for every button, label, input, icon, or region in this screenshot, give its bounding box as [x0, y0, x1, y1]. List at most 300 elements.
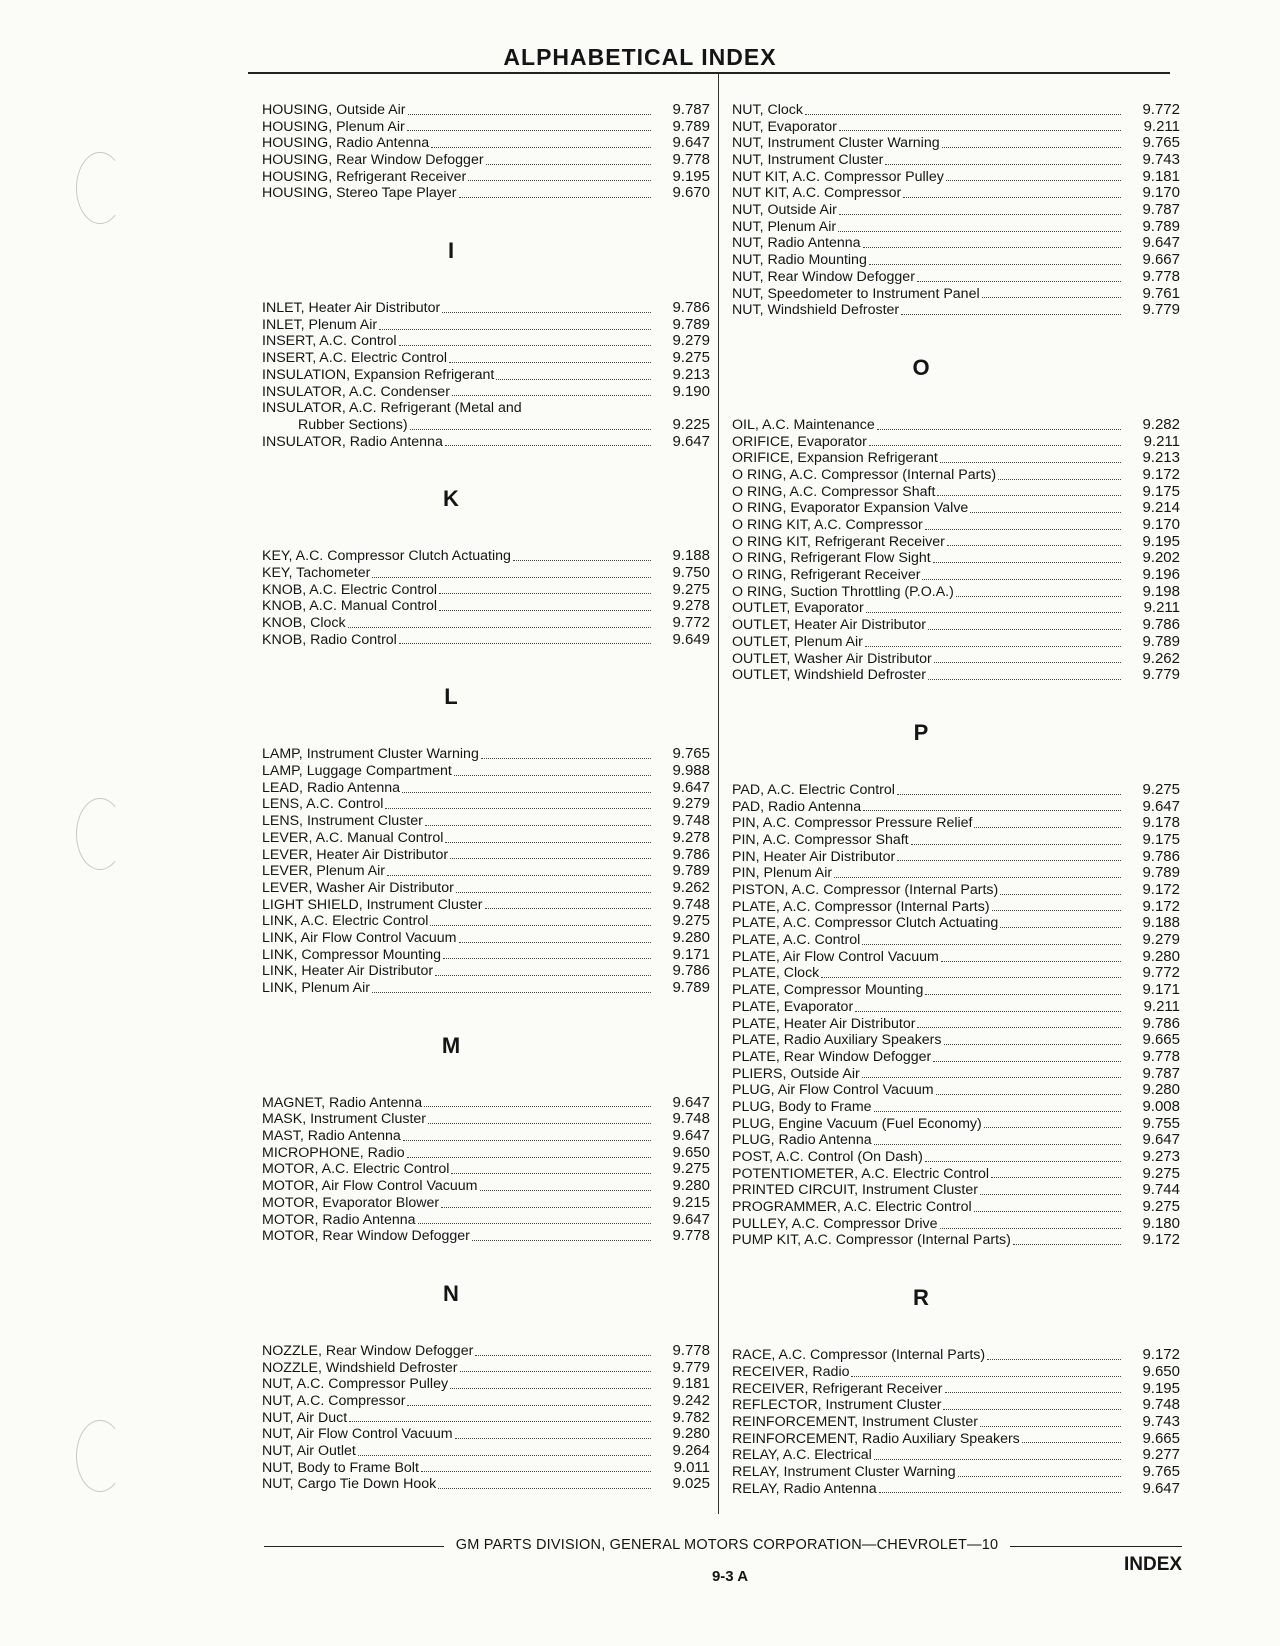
dot-leader	[863, 247, 1121, 248]
entry-page-number: 9.743	[1142, 152, 1180, 169]
dot-leader	[987, 1359, 1121, 1360]
entry-page-number: 9.180	[1142, 1215, 1180, 1232]
entry-page-number: 9.647	[672, 1211, 710, 1228]
entry-page-number: 9.748	[672, 1111, 710, 1128]
index-entry	[262, 863, 710, 880]
entry-page-number: 9.778	[672, 1228, 710, 1245]
dot-leader	[839, 214, 1121, 215]
entry-text: LEVER, A.C. Manual Control	[262, 829, 444, 846]
entry-text: O RING, A.C. Compressor (Internal Parts)	[732, 467, 997, 483]
dot-leader	[943, 1409, 1121, 1410]
entry-page-number: 9.778	[1142, 268, 1180, 285]
index-entry	[262, 434, 710, 451]
entry-page-number: 9.225	[672, 416, 710, 433]
index-entry	[732, 1216, 1180, 1233]
entry-page-number: 9.779	[1142, 667, 1180, 684]
entry-page-number: 9.786	[672, 300, 710, 317]
entry-page-number: 9.280	[1142, 1082, 1180, 1099]
entry-text: KNOB, A.C. Manual Control	[262, 598, 438, 615]
entry-text: PIN, A.C. Compressor Shaft	[732, 832, 909, 848]
dot-leader	[928, 629, 1121, 630]
index-entry	[732, 202, 1180, 219]
entry-page-number: 9.172	[1142, 1232, 1180, 1249]
entry-text: LAMP, Luggage Compartment	[262, 763, 452, 780]
entry-page-number: 9.172	[1142, 467, 1180, 483]
entry-text: PIN, A.C. Compressor Pressure Relief	[732, 815, 973, 832]
entry-page-number: 9.262	[672, 879, 710, 896]
entry-page-number: 9.213	[1142, 450, 1180, 467]
dot-leader	[897, 860, 1121, 861]
entry-text: REFLECTOR, Instrument Cluster	[732, 1397, 942, 1414]
dot-leader	[839, 130, 1121, 131]
footer-rule-left	[264, 1546, 444, 1547]
index-entry	[262, 813, 710, 830]
entry-text: PULLEY, A.C. Compressor Drive	[732, 1215, 938, 1232]
index-entry	[262, 417, 710, 434]
entry-text: LINK, Heater Air Distributor	[262, 963, 434, 980]
entry-page-number: 9.280	[1142, 948, 1180, 965]
entry-text: NUT, Cargo Tie Down Hook	[262, 1476, 437, 1493]
dot-leader	[450, 1388, 651, 1389]
entry-text: Rubber Sections)	[298, 416, 408, 433]
section-letter: R	[913, 1285, 929, 1311]
dot-leader	[450, 858, 651, 859]
index-entry	[732, 634, 1180, 651]
entry-page-number: 9.786	[1142, 848, 1180, 865]
index-entry	[732, 1166, 1180, 1183]
index-entry	[732, 286, 1180, 303]
entry-page-number: 9.789	[672, 118, 710, 135]
entry-page-number: 9.647	[672, 433, 710, 450]
entry-text: PLATE, Compressor Mounting	[732, 982, 924, 999]
dot-leader	[407, 1405, 651, 1406]
index-entry	[732, 1397, 1180, 1414]
entry-page-number: 9.275	[672, 913, 710, 930]
dot-leader	[372, 577, 651, 578]
index-entry	[262, 300, 710, 317]
index-entry	[732, 899, 1180, 916]
dot-leader	[984, 1127, 1121, 1128]
entry-text: INLET, Heater Air Distributor	[262, 300, 441, 317]
index-entry	[262, 1426, 710, 1443]
index-entry	[732, 219, 1180, 236]
index-entry	[262, 1393, 710, 1410]
dot-leader	[874, 1459, 1121, 1460]
index-entry	[732, 1099, 1180, 1116]
index-entry	[262, 1228, 710, 1245]
entry-page-number: 9.190	[672, 383, 710, 400]
entry-page-number: 9.650	[672, 1144, 710, 1161]
entry-text: KNOB, A.C. Electric Control	[262, 581, 438, 598]
dot-leader	[435, 975, 651, 976]
section-letter: O	[912, 354, 930, 380]
index-entry	[262, 1360, 710, 1377]
entry-text: POST, A.C. Control (On Dash)	[732, 1149, 923, 1166]
index-entry	[732, 185, 1180, 202]
entry-page-number: 9.213	[672, 366, 710, 383]
index-entry	[732, 667, 1180, 684]
entry-text: PLATE, Heater Air Distributor	[732, 1015, 916, 1032]
index-entry	[262, 548, 710, 565]
entry-page-number: 9.782	[672, 1409, 710, 1426]
index-entry	[732, 651, 1180, 668]
index-entry	[732, 102, 1180, 119]
entry-page-number: 9.172	[1142, 898, 1180, 915]
index-entry	[732, 550, 1180, 567]
entry-text: OUTLET, Windshield Defroster	[732, 667, 926, 684]
entry-text: PLATE, Rear Window Defogger	[732, 1048, 932, 1065]
entry-page-number: 9.211	[1143, 600, 1180, 617]
entry-text: INSULATOR, A.C. Refrigerant (Metal and	[262, 400, 522, 417]
entry-text: NUT KIT, A.C. Compressor Pulley	[732, 168, 944, 185]
dot-leader	[455, 1438, 651, 1439]
dot-leader	[974, 1211, 1121, 1212]
index-entry	[262, 1145, 710, 1162]
entry-text: NUT, Instrument Cluster	[732, 152, 884, 169]
index-section	[732, 76, 1180, 319]
entry-text: LEVER, Plenum Air	[262, 863, 386, 880]
index-entry	[732, 915, 1180, 932]
dot-leader	[865, 646, 1121, 647]
index-entry	[732, 999, 1180, 1016]
index-entry	[732, 534, 1180, 551]
entry-page-number: 9.665	[1142, 1430, 1180, 1447]
index-entry	[262, 847, 710, 864]
entry-text: HOUSING, Stereo Tape Player	[262, 185, 457, 202]
index-entry	[262, 963, 710, 980]
index-entry	[732, 269, 1180, 286]
entry-text: PAD, A.C. Electric Control	[732, 781, 895, 798]
index-entry	[732, 567, 1180, 584]
dot-leader	[449, 362, 651, 363]
entry-text: NUT, Radio Antenna	[732, 235, 861, 252]
entry-page-number: 9.647	[1142, 1480, 1180, 1497]
dot-leader	[438, 1488, 651, 1489]
entry-page-number: 9.175	[1142, 832, 1180, 848]
entry-page-number: 9.277	[1142, 1447, 1180, 1464]
page-title: ALPHABETICAL INDEX	[503, 44, 777, 70]
entry-text: NOZZLE, Windshield Defroster	[262, 1359, 458, 1376]
index-section	[732, 1249, 1180, 1497]
entry-text: HOUSING, Plenum Air	[262, 118, 405, 135]
dot-leader	[941, 961, 1121, 962]
index-entry	[732, 119, 1180, 136]
entry-text: KNOB, Radio Control	[262, 631, 397, 648]
index-entry	[262, 1178, 710, 1195]
dot-leader	[445, 445, 651, 446]
entry-text: RACE, A.C. Compressor (Internal Parts)	[732, 1347, 986, 1364]
entry-text: HOUSING, Radio Antenna	[262, 135, 430, 152]
entry-page-number: 9.280	[672, 930, 710, 946]
index-entry	[732, 882, 1180, 899]
dot-leader	[980, 1194, 1121, 1195]
index-entry	[732, 1049, 1180, 1066]
dot-leader	[925, 1161, 1121, 1162]
entry-page-number: 9.215	[672, 1194, 710, 1211]
index-entry	[262, 797, 710, 814]
dot-leader	[349, 1421, 651, 1422]
section-spacer	[262, 76, 710, 102]
entry-text: O RING KIT, Refrigerant Receiver	[732, 533, 945, 550]
entry-text: PLATE, Evaporator	[732, 998, 854, 1015]
entry-page-number: 9.748	[1142, 1397, 1180, 1414]
index-column-right	[732, 76, 1180, 1516]
index-column-left	[262, 76, 710, 1516]
entry-page-number: 9.772	[1142, 102, 1180, 118]
entry-text: INSERT, A.C. Electric Control	[262, 350, 448, 367]
entry-text: O RING, Refrigerant Flow Sight	[732, 550, 931, 567]
entry-text: RELAY, Instrument Cluster Warning	[732, 1464, 956, 1480]
dot-leader	[442, 312, 651, 313]
entry-page-number: 9.755	[1142, 1115, 1180, 1132]
index-entry	[262, 632, 710, 649]
index-entry	[732, 932, 1180, 949]
entry-text: O RING, Refrigerant Receiver	[732, 567, 921, 584]
dot-leader	[445, 842, 651, 843]
index-entry	[732, 467, 1180, 484]
dot-leader	[851, 1376, 1121, 1377]
entry-page-number: 9.181	[1142, 168, 1180, 185]
entry-page-number: 9.280	[672, 1178, 710, 1195]
entry-page-number: 9.789	[1142, 633, 1180, 650]
dot-leader	[879, 1492, 1121, 1493]
section-letter: P	[913, 719, 929, 745]
entry-text: RECEIVER, Refrigerant Receiver	[732, 1380, 943, 1397]
index-entry	[262, 1128, 710, 1145]
dot-leader	[945, 1392, 1121, 1393]
index-entry	[732, 302, 1180, 319]
entry-text: O RING, Evaporator Expansion Valve	[732, 500, 969, 517]
dot-leader	[468, 180, 651, 181]
entry-page-number: 9.787	[672, 102, 710, 118]
entry-text: NUT, Air Flow Control Vacuum	[262, 1426, 453, 1443]
entry-page-number: 9.647	[672, 1094, 710, 1111]
entry-page-number: 9.667	[1142, 252, 1180, 269]
entry-page-number: 9.765	[1142, 135, 1180, 152]
entry-page-number: 9.195	[672, 168, 710, 185]
entry-page-number: 9.262	[1142, 650, 1180, 667]
entry-text: INSULATOR, A.C. Condenser	[262, 383, 450, 400]
entry-text: O RING, A.C. Compressor Shaft	[732, 483, 936, 500]
dot-leader	[838, 231, 1121, 232]
entry-page-number: 9.280	[672, 1426, 710, 1443]
entry-page-number: 9.787	[1142, 202, 1180, 219]
index-entry	[732, 865, 1180, 882]
dot-leader	[424, 1106, 651, 1107]
index-section	[262, 648, 710, 996]
index-entry	[732, 1481, 1180, 1498]
entry-text: NUT, Speedometer to Instrument Panel	[732, 285, 980, 302]
index-entry	[732, 1199, 1180, 1216]
entry-page-number: 9.170	[1142, 517, 1180, 534]
dot-leader	[443, 958, 651, 959]
entry-text: NUT, A.C. Compressor	[262, 1393, 406, 1409]
dot-leader	[496, 379, 651, 380]
entry-text: PLATE, Air Flow Control Vacuum	[732, 948, 939, 965]
section-letter: N	[443, 1280, 459, 1306]
entry-text: MOTOR, Air Flow Control Vacuum	[262, 1178, 478, 1195]
index-entry	[262, 400, 710, 417]
entry-page-number: 9.647	[1142, 235, 1180, 252]
index-section	[732, 319, 1180, 684]
index-entry	[732, 450, 1180, 467]
entry-text: NUT KIT, A.C. Compressor	[732, 185, 902, 202]
section-letter: K	[443, 486, 459, 512]
entry-text: NUT, Radio Mounting	[732, 252, 867, 269]
dot-leader	[917, 281, 1121, 282]
entry-text: HOUSING, Outside Air	[262, 102, 406, 118]
index-entry	[262, 947, 710, 964]
index-entry	[732, 517, 1180, 534]
entry-page-number: 9.787	[1142, 1065, 1180, 1082]
dot-leader	[407, 130, 651, 131]
entry-page-number: 9.789	[1142, 865, 1180, 882]
index-entry	[732, 617, 1180, 634]
index-section	[262, 202, 710, 450]
dot-leader	[885, 164, 1121, 165]
dot-leader	[940, 1228, 1121, 1229]
dot-leader	[922, 579, 1121, 580]
dot-leader	[387, 875, 651, 876]
dot-leader	[460, 1371, 651, 1372]
index-entry	[262, 334, 710, 351]
dot-leader	[866, 612, 1121, 613]
entry-page-number: 9.211	[1143, 998, 1180, 1015]
binder-hole-mark	[76, 798, 124, 870]
index-entry	[732, 1149, 1180, 1166]
entry-page-number: 9.786	[672, 846, 710, 863]
binder-hole-mark	[76, 152, 124, 224]
index-section	[262, 1245, 710, 1493]
dot-leader	[982, 297, 1121, 298]
entry-page-number: 9.778	[1142, 1048, 1180, 1065]
entry-text: NUT, Outside Air	[732, 202, 837, 219]
entry-page-number: 9.765	[1142, 1464, 1180, 1480]
entry-page-number: 9.172	[1142, 1347, 1180, 1364]
dot-leader	[348, 627, 651, 628]
entry-text: NUT, Windshield Defroster	[732, 302, 900, 319]
index-entry	[262, 152, 710, 169]
index-entry	[262, 830, 710, 847]
dot-leader	[480, 1190, 652, 1191]
entry-text: MOTOR, Radio Antenna	[262, 1211, 416, 1228]
entry-text: O RING, Suction Throttling (P.O.A.)	[732, 583, 954, 600]
entry-text: NUT, Air Outlet	[262, 1443, 356, 1460]
dot-leader	[402, 792, 651, 793]
entry-page-number: 9.772	[672, 615, 710, 632]
entry-page-number: 9.748	[672, 896, 710, 913]
dot-leader	[1000, 927, 1121, 928]
entry-page-number: 9.744	[1142, 1182, 1180, 1199]
entry-text: NUT, Clock	[732, 102, 803, 118]
entry-text: LEVER, Heater Air Distributor	[262, 846, 449, 863]
index-entry	[732, 1233, 1180, 1250]
dot-leader	[970, 512, 1121, 513]
entry-text: MOTOR, A.C. Electric Control	[262, 1161, 450, 1178]
entry-text: LINK, Compressor Mounting	[262, 946, 441, 963]
index-entry	[262, 763, 710, 780]
entry-text: KEY, Tachometer	[262, 565, 371, 581]
dot-leader	[428, 1123, 651, 1124]
entry-page-number: 9.772	[1142, 965, 1180, 982]
entry-text: PIN, Heater Air Distributor	[732, 848, 896, 865]
entry-text: PUMP KIT, A.C. Compressor (Internal Parts)	[732, 1232, 1011, 1249]
entry-page-number: 9.170	[1142, 185, 1180, 202]
index-entry	[732, 1381, 1180, 1398]
entry-page-number: 9.778	[672, 1342, 710, 1359]
index-entry	[262, 1162, 710, 1179]
section-letter: M	[441, 1032, 461, 1058]
entry-page-number: 9.647	[1142, 1132, 1180, 1149]
index-entry	[732, 1414, 1180, 1431]
entry-text: PLUG, Air Flow Control Vacuum	[732, 1082, 934, 1099]
dot-leader	[472, 1240, 651, 1241]
dot-leader	[1000, 894, 1121, 895]
dot-leader	[1022, 1442, 1121, 1443]
dot-leader	[418, 1223, 651, 1224]
entry-text: NUT, Instrument Cluster Warning	[732, 135, 940, 152]
index-entry	[262, 350, 710, 367]
entry-text: LENS, Instrument Cluster	[262, 813, 423, 830]
dot-leader	[958, 1476, 1121, 1477]
entry-text: LEVER, Washer Air Distributor	[262, 879, 454, 896]
entry-page-number: 9.011	[673, 1459, 710, 1476]
index-entry	[262, 317, 710, 334]
index-entry	[262, 1460, 710, 1477]
index-entry	[732, 417, 1180, 434]
entry-text: LEAD, Radio Antenna	[262, 779, 401, 796]
index-entry	[262, 880, 710, 897]
section-spacer	[732, 76, 1180, 102]
entry-text: PROGRAMMER, A.C. Electric Control	[732, 1199, 972, 1216]
dot-leader	[936, 1094, 1121, 1095]
index-entry	[732, 152, 1180, 169]
entry-text: PLATE, Radio Auxiliary Speakers	[732, 1032, 942, 1049]
index-entry	[262, 102, 710, 119]
dot-leader	[834, 877, 1121, 878]
index-entry	[732, 849, 1180, 866]
dot-leader	[441, 1207, 651, 1208]
entry-page-number: 9.278	[672, 598, 710, 615]
entry-page-number: 9.750	[672, 565, 710, 581]
index-entry	[732, 832, 1180, 849]
entry-page-number: 9.647	[672, 779, 710, 796]
dot-leader	[407, 1157, 651, 1158]
index-entry	[732, 135, 1180, 152]
dot-leader	[877, 429, 1121, 430]
entry-text: NUT, A.C. Compressor Pulley	[262, 1376, 449, 1393]
dot-leader	[430, 925, 651, 926]
dot-leader	[946, 180, 1121, 181]
entry-text: REINFORCEMENT, Instrument Cluster	[732, 1413, 978, 1430]
entry-page-number: 9.275	[1142, 781, 1180, 798]
entry-page-number: 9.275	[1142, 1165, 1180, 1182]
entry-page-number: 9.789	[672, 316, 710, 333]
index-entry	[732, 252, 1180, 269]
entry-page-number: 9.214	[1142, 500, 1180, 517]
index-entry	[262, 565, 710, 582]
index-entry	[732, 500, 1180, 517]
index-entry	[732, 1132, 1180, 1149]
entry-page-number: 9.202	[1142, 550, 1180, 567]
dot-leader	[454, 775, 651, 776]
entry-text: PLUG, Engine Vacuum (Fuel Economy)	[732, 1115, 982, 1132]
entry-text: POTENTIOMETER, A.C. Electric Control	[732, 1165, 989, 1182]
dot-leader	[874, 1144, 1121, 1145]
entry-text: HOUSING, Refrigerant Receiver	[262, 168, 467, 185]
index-entry	[732, 1464, 1180, 1481]
footer-rule-right	[1010, 1546, 1182, 1547]
